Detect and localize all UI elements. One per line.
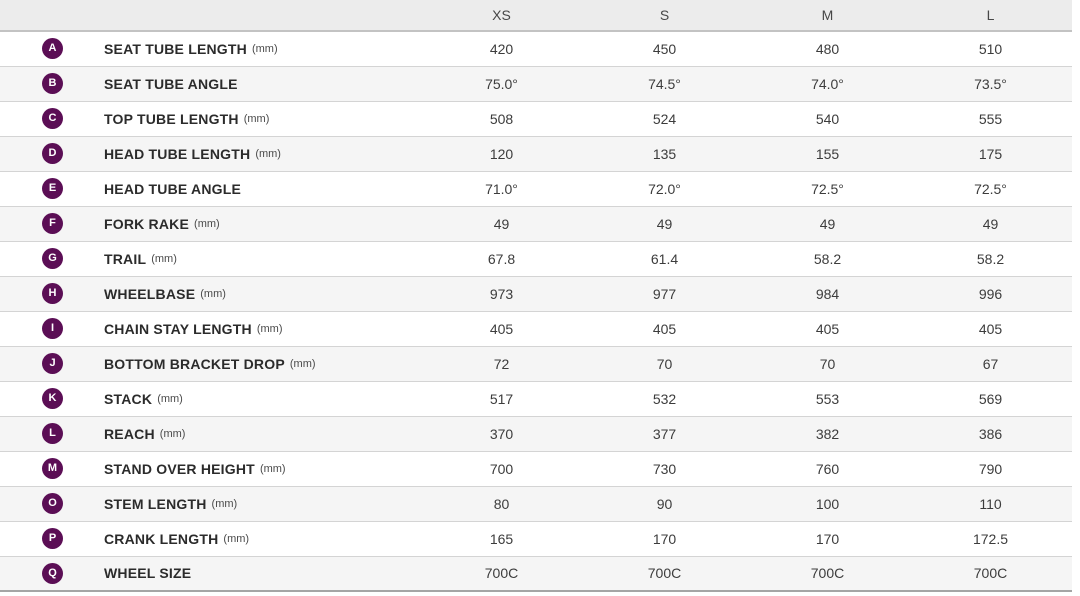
spec-value-l: 110	[909, 486, 1072, 521]
row-letter-badge: Q	[42, 563, 63, 584]
geometry-table-row	[0, 31, 1072, 66]
row-letter-badge: G	[42, 248, 63, 269]
spec-value-s: 170	[583, 521, 746, 556]
spec-value-s: 135	[583, 136, 746, 171]
spec-value-xs: 508	[420, 101, 583, 136]
spec-value-l: 405	[909, 311, 1072, 346]
spec-value-s: 450	[652, 40, 677, 57]
spec-unit-label: (mm)	[223, 532, 250, 545]
row-letter-badge: C	[42, 108, 63, 129]
spec-unit-label: (mm)	[157, 392, 183, 405]
spec-label: WHEELBASE	[104, 285, 196, 302]
spec-value-m: 540	[746, 101, 909, 136]
spec-value-xs: 517	[420, 381, 583, 416]
spec-label: BOTTOM BRACKET DROP	[104, 355, 285, 372]
spec-value-l: 49	[909, 206, 1072, 241]
size-header-row	[0, 0, 1072, 31]
geometry-table-row	[0, 451, 1072, 486]
spec-label: CRANK LENGTH	[104, 530, 219, 547]
spec-value-xs: 370	[420, 416, 583, 451]
geometry-table-row	[0, 101, 1072, 136]
spec-value-l: 555	[909, 101, 1072, 136]
spec-label: WHEEL SIZE	[104, 565, 192, 582]
spec-value-s: 70	[583, 346, 746, 381]
spec-label: TOP TUBE LENGTH	[104, 110, 239, 127]
spec-value-m: 382	[746, 416, 909, 451]
geometry-table-row	[0, 136, 1072, 171]
spec-label: SEAT TUBE LENGTH	[104, 40, 247, 57]
geometry-table-row	[0, 381, 1072, 416]
spec-unit-label: (mm)	[251, 42, 278, 55]
spec-value-l: 996	[909, 276, 1072, 311]
row-letter-badge: D	[42, 143, 63, 164]
geometry-table-row	[0, 241, 1072, 276]
geometry-table-row	[0, 556, 1072, 591]
geometry-table-row	[0, 66, 1072, 101]
size-column-header-m: M	[746, 0, 909, 31]
spec-value-l: 73.5°	[909, 66, 1072, 101]
spec-value-xs: 72	[420, 346, 583, 381]
spec-label: REACH	[104, 425, 155, 442]
spec-unit-label: (mm)	[289, 357, 316, 370]
spec-value-s: 405	[583, 311, 746, 346]
row-letter-badge: J	[42, 353, 63, 374]
spec-value-m: 58.2	[746, 241, 909, 276]
row-letter-badge: F	[42, 213, 63, 234]
spec-value-s: 700C	[583, 556, 746, 591]
row-letter-badge: P	[42, 528, 63, 549]
spec-label: STACK	[104, 390, 153, 407]
spec-value-xs: 67.8	[420, 241, 583, 276]
spec-value-xs: 75.0°	[420, 66, 583, 101]
spec-value-m: 170	[746, 521, 909, 556]
spec-value-l: 386	[909, 416, 1072, 451]
geometry-table-row	[0, 346, 1072, 381]
spec-value-m: 760	[746, 451, 909, 486]
spec-label: CHAIN STAY LENGTH	[104, 320, 252, 337]
spec-value-m: 480	[815, 40, 840, 57]
spec-value-m: 100	[746, 486, 909, 521]
spec-value-l: 700C	[909, 556, 1072, 591]
row-letter-badge: B	[42, 73, 63, 94]
spec-value-s: 532	[583, 381, 746, 416]
empty-header-cell	[0, 0, 420, 31]
geometry-table-body	[0, 31, 1072, 591]
spec-value-s: 730	[583, 451, 746, 486]
spec-label: FORK RAKE	[104, 215, 190, 232]
row-letter-badge: A	[42, 38, 63, 59]
row-letter-badge: H	[42, 283, 63, 304]
spec-value-l: 175	[909, 136, 1072, 171]
spec-value-m: 74.0°	[746, 66, 909, 101]
row-letter-badge: O	[42, 493, 63, 514]
spec-value-s: 49	[583, 206, 746, 241]
geometry-table-row	[0, 416, 1072, 451]
spec-value-xs: 405	[420, 311, 583, 346]
spec-value-xs: 700	[420, 451, 583, 486]
size-column-header-xs: XS	[420, 0, 583, 31]
row-letter-badge: E	[42, 178, 63, 199]
spec-value-s: 61.4	[583, 241, 746, 276]
spec-value-s: 377	[583, 416, 746, 451]
spec-value-m: 49	[746, 206, 909, 241]
geometry-table-row	[0, 311, 1072, 346]
spec-label: SEAT TUBE ANGLE	[104, 75, 238, 92]
spec-value-xs: 120	[420, 136, 583, 171]
row-letter-badge: M	[42, 458, 63, 479]
spec-value-m: 984	[746, 276, 909, 311]
spec-value-l: 790	[909, 451, 1072, 486]
spec-value-s: 72.0°	[583, 171, 746, 206]
spec-unit-label: (mm)	[243, 112, 270, 125]
row-letter-badge: I	[42, 318, 63, 339]
spec-value-m: 405	[746, 311, 909, 346]
spec-value-xs: 420	[489, 40, 514, 57]
spec-label: STEM LENGTH	[104, 495, 207, 512]
spec-value-l: 72.5°	[909, 171, 1072, 206]
spec-value-xs: 700C	[420, 556, 583, 591]
spec-value-s: 90	[583, 486, 746, 521]
spec-unit-label: (mm)	[159, 427, 186, 440]
spec-unit-label: (mm)	[211, 497, 238, 510]
spec-value-l: 569	[909, 381, 1072, 416]
spec-value-l: 67	[909, 346, 1072, 381]
size-column-header-l: L	[909, 0, 1072, 31]
spec-value-xs: 80	[420, 486, 583, 521]
spec-value-m: 70	[746, 346, 909, 381]
spec-value-s: 977	[583, 276, 746, 311]
geometry-table-row	[0, 276, 1072, 311]
spec-value-m: 700C	[746, 556, 909, 591]
spec-value-xs: 71.0°	[420, 171, 583, 206]
spec-unit-label: (mm)	[151, 252, 177, 265]
spec-label: TRAIL	[104, 250, 147, 267]
spec-value-m: 72.5°	[746, 171, 909, 206]
spec-value-l: 172.5	[909, 521, 1072, 556]
spec-value-xs: 973	[420, 276, 583, 311]
geometry-table-row	[0, 521, 1072, 556]
spec-unit-label: (mm)	[194, 217, 220, 230]
size-column-header-s: S	[583, 0, 746, 31]
spec-value-m: 553	[746, 381, 909, 416]
spec-value-s: 74.5°	[583, 66, 746, 101]
spec-unit-label: (mm)	[256, 322, 283, 335]
spec-value-xs: 49	[420, 206, 583, 241]
spec-unit-label: (mm)	[255, 147, 281, 160]
spec-label: HEAD TUBE LENGTH	[104, 145, 251, 162]
geometry-table-row	[0, 171, 1072, 206]
spec-value-s: 524	[583, 101, 746, 136]
spec-label: STAND OVER HEIGHT	[104, 460, 255, 477]
spec-value-l: 58.2	[909, 241, 1072, 276]
geometry-table-row	[0, 206, 1072, 241]
geometry-table-row	[0, 486, 1072, 521]
spec-unit-label: (mm)	[200, 287, 226, 300]
spec-unit-label: (mm)	[259, 462, 286, 475]
spec-label: HEAD TUBE ANGLE	[104, 180, 242, 197]
row-letter-badge: L	[42, 423, 63, 444]
spec-value-l: 510	[978, 40, 1003, 57]
spec-value-xs: 165	[420, 521, 583, 556]
row-letter-badge: K	[42, 388, 63, 409]
spec-value-m: 155	[746, 136, 909, 171]
